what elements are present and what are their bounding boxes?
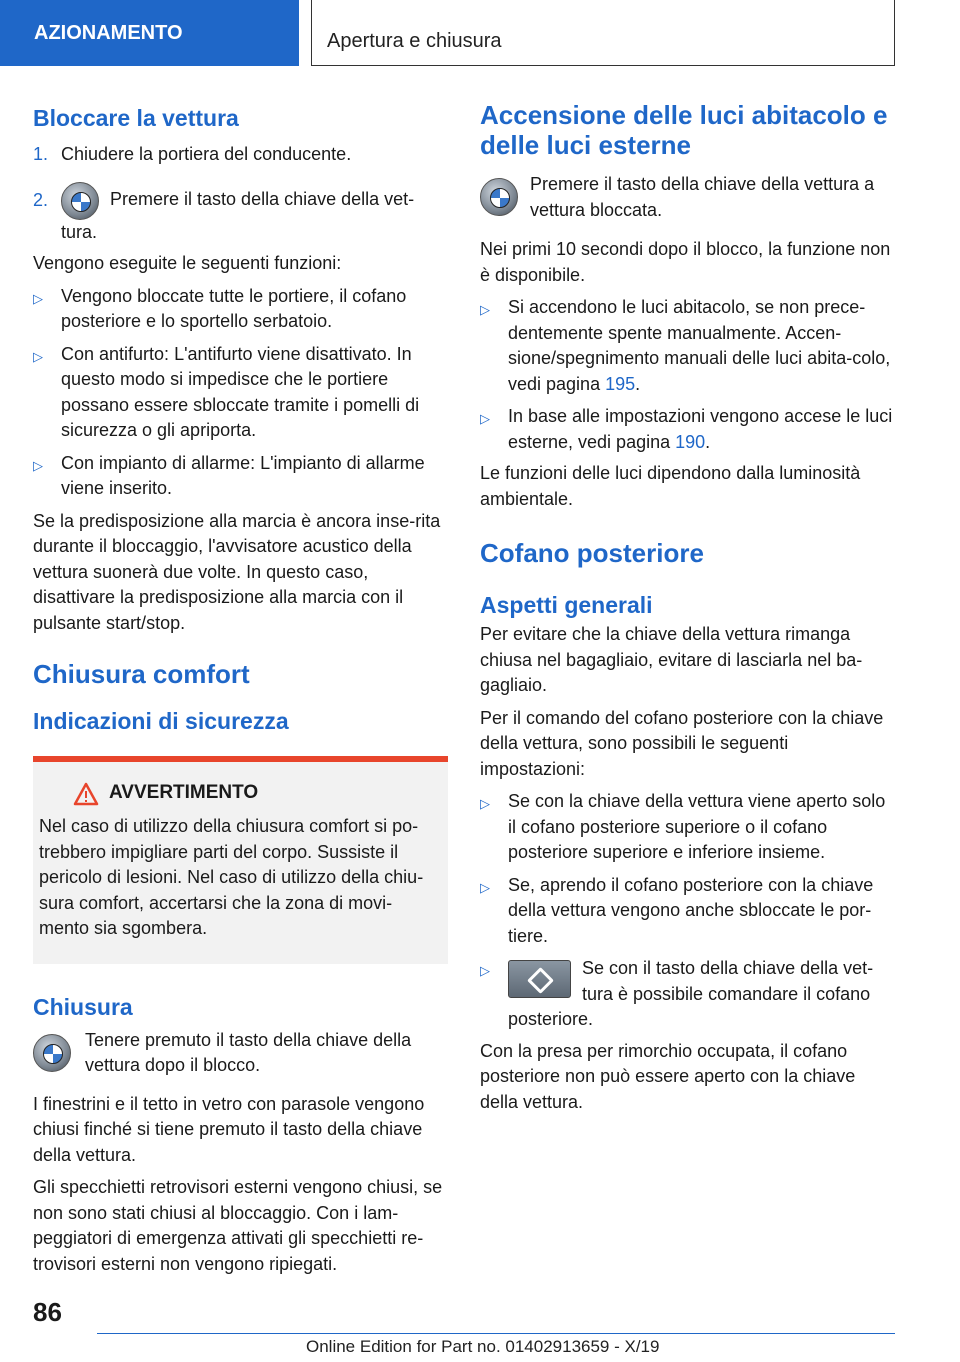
trunk-key-button-icon xyxy=(508,960,571,998)
list-item xyxy=(480,404,895,455)
step-2 xyxy=(33,182,448,246)
page-link[interactable]: 190 xyxy=(675,431,706,452)
safety-title: Indicazioni di sicurezza xyxy=(33,708,289,734)
item-end: . xyxy=(635,373,641,394)
key-button-icon xyxy=(61,182,99,220)
closing-key-text: Tenere premuto il tasto della chiave della vettura dopo il blocco. xyxy=(85,1029,412,1075)
step-text: Chiudere la portiera del conducente. xyxy=(61,144,352,164)
page-number: 86 xyxy=(33,1297,62,1327)
section-tab: AZIONAMENTO xyxy=(0,0,299,66)
bullet-icon: ▷ xyxy=(33,348,43,364)
step-text-wrap xyxy=(61,182,414,246)
lock-title: Bloccare la vettura xyxy=(33,105,239,131)
list-item xyxy=(480,789,895,866)
page-link[interactable]: 195 xyxy=(605,373,636,394)
bullet-icon: ▷ xyxy=(480,411,490,426)
predisposition-text: Se la predisposizione alla marcia è ancora inse‐rita durante il bloccaggio, l'avvisatore acustico della vettura suonerà due volte. In questo caso, disattivare la predisposizione alla marcia con il pulsante start/stop. xyxy=(33,510,441,633)
general-text-1: Per evitare che la chiave della vettura rimanga chiusa nel bagagliaio, evitare di lasciarla nel ba‐gagliaio. xyxy=(480,624,863,695)
windows-text: I finestrini e il tetto in vetro con parasole vengono chiusi finché si tiene premuto il tasto della chiave della vettura. xyxy=(33,1093,425,1165)
functions-intro: Vengono eseguite le seguenti funzioni: xyxy=(33,253,342,273)
list-item xyxy=(33,451,448,502)
list-item-text xyxy=(508,404,895,455)
list-item-text: Se con la chiave della vettura viene aperto solo il cofano posteriore superiore o il cofano posteriore superiore e inferiore insieme. xyxy=(508,791,886,862)
footer-edition: Online Edition for Part no. 01402913659 - X/19 xyxy=(306,1337,660,1356)
general-title: Aspetti generali xyxy=(480,592,653,618)
key-button-icon xyxy=(480,178,518,216)
key-button-icon xyxy=(33,1034,71,1072)
list-item xyxy=(480,956,895,1033)
list-item-text: Con impianto di allarme: L'impianto di allarme viene inserito. xyxy=(61,452,425,498)
step-text: Premere il tasto della chiave della vet‐ xyxy=(110,189,415,210)
bullet-icon: ▷ xyxy=(33,457,43,473)
bullet-icon: ▷ xyxy=(480,302,490,317)
warning-triangle-icon xyxy=(73,782,99,806)
mirrors-text: Gli specchietti retrovisori esterni vengono chiusi, se non sono stati chiusi al bloccaggio. Con i lam‐peggiatori di emergenza attivati gli specchietti re‐trovisori esterni non vengono ripiegati. xyxy=(33,1177,443,1274)
hitch-text: Con la presa per rimorchio occupata, il cofano posteriore non può essere aperto con la chiave della vettura. xyxy=(480,1040,856,1112)
list-item xyxy=(33,284,448,335)
warning-text: Nel caso di utilizzo della chiusura comfort si po‐trebbero impigliare parti del corpo. Sussiste il pericolo di lesioni. Nel caso di utilizzo della chiu‐sura comfort, accertarsi che la zona di movi‐mento sia sgombera. xyxy=(39,816,424,938)
comfort-title: Chiusura comfort xyxy=(33,659,250,689)
list-item-text: Con antifurto: L'antifurto viene disattivato. In questo modo si impedisce che le portiere possano essere sbloccate tramite i pomelli di sicurezza o gli apriporta. xyxy=(61,343,420,440)
warning-box xyxy=(33,756,448,964)
trunk-title: Cofano posteriore xyxy=(480,538,704,568)
footer-divider xyxy=(97,1333,895,1334)
lights-note: Le funzioni delle luci dipendono dalla luminosità ambientale. xyxy=(480,463,861,509)
lights-key-row xyxy=(480,172,895,223)
item-end: . xyxy=(705,431,711,452)
warning-title: AVVERTIMENTO xyxy=(109,782,259,803)
general-text-2: Per il comando del cofano posteriore con la chiave della vettura, sono possibili le seguenti impostazioni: xyxy=(480,707,884,779)
list-item-text: Vengono bloccate tutte le portiere, il cofano posteriore e lo sportello serbatoio. xyxy=(61,285,407,331)
item-text: Si accendono le luci abitacolo, se non prece‐dentemente spente manualmente. Accen‐sione/spegnimento manuali delle luci abita‐colo, vedi pagina xyxy=(508,297,891,394)
trunk-button-text-cont: posteriore. xyxy=(508,1009,594,1029)
list-item xyxy=(33,342,448,444)
trunk-button-text: Se con il tasto della chiave della vet‐tura è possibile comandare il cofano xyxy=(582,958,874,1004)
bullet-icon: ▷ xyxy=(480,796,490,811)
closing-title: Chiusura xyxy=(33,993,133,1020)
bullet-icon: ▷ xyxy=(480,963,490,978)
list-item-text: Se, aprendo il cofano posteriore con la chiave della vettura vengono anche sbloccate le por‐tiere. xyxy=(508,874,874,946)
closing-key-row xyxy=(33,1028,448,1079)
lights-key-text: Premere il tasto della chiave della vettura a vettura bloccata. xyxy=(530,174,875,220)
step-number: 2. xyxy=(33,189,49,210)
bullet-icon: ▷ xyxy=(33,290,43,306)
bullet-icon: ▷ xyxy=(480,879,490,895)
list-item xyxy=(480,295,895,397)
item-text: In base alle impostazioni vengono accese le luci esterne, vedi pagina xyxy=(508,406,893,452)
lights-delay-text: Nei primi 10 secondi dopo il blocco, la funzione non è disponibile. xyxy=(480,239,891,285)
step-text-cont: tura. xyxy=(61,221,98,242)
list-item xyxy=(480,873,895,950)
list-item-text xyxy=(508,295,895,397)
list-item-text xyxy=(508,956,895,1033)
lights-title: Accensione delle luci abitacolo e delle luci esterne xyxy=(480,100,888,160)
page-title: Apertura e chiusura xyxy=(311,0,895,66)
left-column xyxy=(33,100,448,1277)
step-1 xyxy=(33,142,448,168)
step-number: 1. xyxy=(33,144,49,164)
right-column xyxy=(480,100,895,1115)
